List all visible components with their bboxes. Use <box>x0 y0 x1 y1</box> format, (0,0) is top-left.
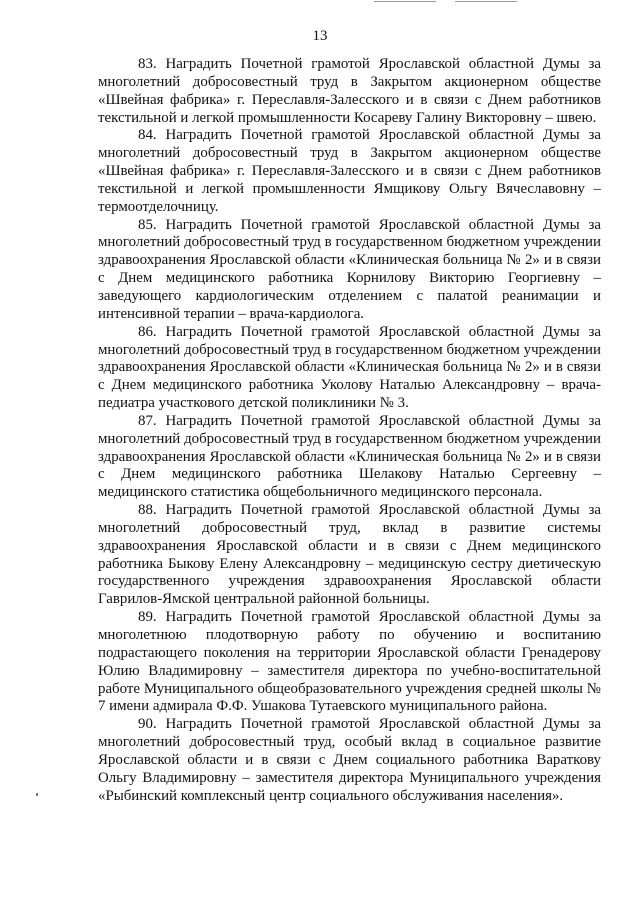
scan-speck <box>36 793 38 796</box>
header-rule-left <box>374 1 436 2</box>
paragraph-84: 84. Наградить Почетной грамотой Ярославской областной Думы за многолетний добросовестный труд в Закрытом акционерном обществе «Швейная фабрика» г. Переславля-Залесского и в связи с Днем работников текстильной и легкой промышленности Ямщикову Ольгу Вячеславовну – термоотделочницу. <box>98 127 601 215</box>
page-number: 13 <box>312 28 328 44</box>
header-rule-right <box>455 1 517 2</box>
paragraph-86: 86. Наградить Почетной грамотой Ярославской областной Думы за многолетний добросовестный труд в государственном бюджетном учреждении здравоохранения Ярославской области «Клиническая больница № 2» и в связи с Днем медицинского работника Уколову Наталью Александровну – врача-педиатра участкового детской поликлиники № 3. <box>98 323 601 412</box>
document-body <box>98 56 601 805</box>
paragraph-83: 83. Наградить Почетной грамотой Ярославской областной Думы за многолетний добросовестный труд в Закрытом акционерном обществе «Швейная фабрика» г. Переславля-Залесского и в связи с Днем работников текстильной и легкой промышленности Косареву Галину Викторовну – швею. <box>98 56 601 126</box>
paragraph-88: 88. Наградить Почетной грамотой Ярославской областной Думы за многолетний добросовестный труд, вклад в развитие системы здравоохранения Ярославской области и в связи с Днем медицинского работника Быкову Елену Александровну – медицинскую сестру диетическую государственного учреждения здравоохранения Ярославской области Гаврилов-Ямской центральной районной больницы. <box>98 502 601 608</box>
paragraph-87: 87. Наградить Почетной грамотой Ярославской областной Думы за многолетний добросовестный труд в государственном бюджетном учреждении здравоохранения Ярославской области «Клиническая больница № 2» и в связи с Днем медицинского работника Шелакову Наталью Сергеевну – медицинского статистика общебольничного медицинского персонала. <box>98 412 601 501</box>
paragraph-89: 89. Наградить Почетной грамотой Ярославской областной Думы за многолетнюю плодотворную работу по обучению и воспитанию подрастающего поколения на территории Ярославской области Гренадерову Юлию Владимировну – заместителя директора по учебно-воспитательной работе Муниципального общеобразовательного учреждения средней школы № 7 имени адмирала Ф.Ф. Ушакова Тутаевского муниципального района. <box>98 609 601 715</box>
paragraph-85: 85. Наградить Почетной грамотой Ярославской областной Думы за многолетний добросовестный труд в государственном бюджетном учреждении здравоохранения Ярославской области «Клиническая больница № 2» и в связи с Днем медицинского работника Корнилову Викторию Георгиевну – заведующего кардиологическим отделением с палатой реанимации и интенсивной терапии – врача-кардиолога. <box>98 216 601 322</box>
paragraph-90: 90. Наградить Почетной грамотой Ярославской областной Думы за многолетний добросовестный труд, особый вклад в социальное развитие Ярославской области и в связи с Днем социального работника Вараткову Ольгу Владимировну – заместителя директора Муниципального учреждения «Рыбинский комплексный центр социального обслуживания населения». <box>98 716 601 804</box>
